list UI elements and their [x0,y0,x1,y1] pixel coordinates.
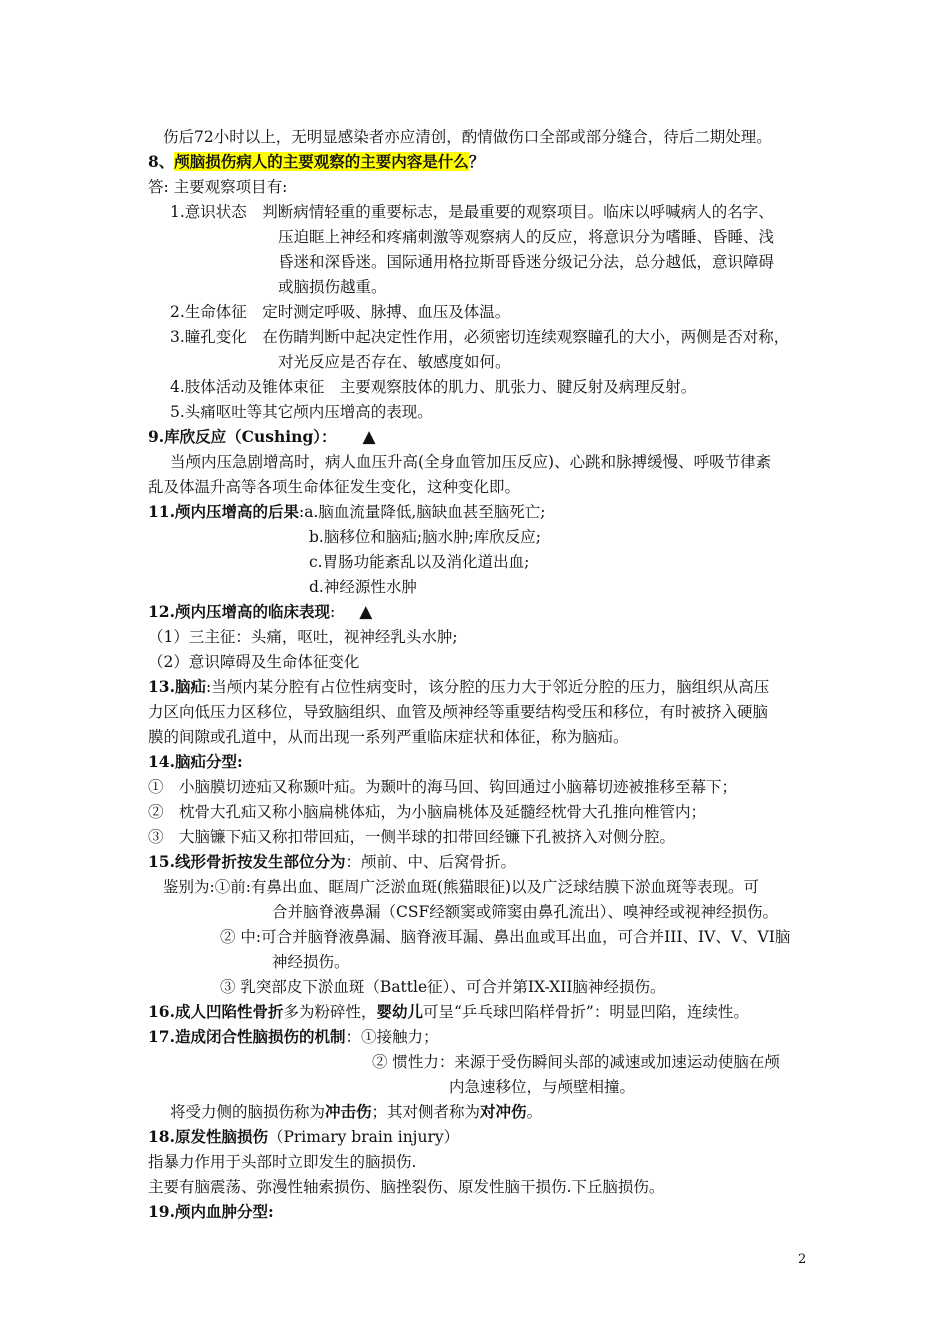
text-run: 。 [526,1103,543,1121]
list-item: ① 小脑膜切迹疝又称颞叶疝。为颞叶的海马回、钩回通过小脑幕切迹被推移至幕下； [148,778,738,796]
list-item: c.胃肠功能紊乱以及消化道出血; [309,553,530,571]
section-heading [148,1025,438,1049]
section-heading [148,1000,749,1024]
paragraph-line [170,1100,542,1124]
answer-intro: 答: 主要观察项目有: [148,178,288,196]
list-item: 2.生命体征 定时测定呼吸、脉搏、血压及体温。 [170,303,511,321]
heading-content: :a.脑血流量降低,脑缺血甚至脑死亡; [298,503,546,521]
list-item-continuation: 神经损伤。 [272,953,350,971]
list-item: ③ 乳突部皮下淤血斑（Battle征）、可合并第IX-XII脑神经损伤。 [220,978,666,996]
heading-content: ：①接触力； [345,1028,439,1046]
list-item: b.脑移位和脑疝;脑水肿;库欣反应; [309,528,542,546]
paragraph-line: 乱及体温升高等各项生命体征发生变化，这种变化即。 [148,478,521,496]
section-heading [148,425,376,449]
paragraph-line: 当颅内压急剧增高时，病人血压升高(全身血管加压反应)、心跳和脉搏缓慢、呼吸节律紊 [170,453,772,471]
list-item: ③ 大脑镰下疝又称扣带回疝，一侧半球的扣带回经镰下孔被挤入对侧分腔。 [148,828,676,846]
triangle-marker-icon: ▲ [359,602,373,622]
text-run: ；其对侧者称为 [371,1103,481,1121]
page-number: 2 [798,1252,807,1267]
list-item-continuation: 对光反应是否存在、敏感度如何。 [278,353,511,371]
heading-text: 17.造成闭合性脑损伤的机制 [148,1027,346,1046]
question-heading [148,150,484,174]
list-item: ② 枕骨大孔疝又称小脑扁桃体疝，为小脑扁桃体及延髓经枕骨大孔推向椎管内； [148,803,707,821]
heading-text: 13.脑疝 [148,677,206,696]
bold-term: 冲击伤 [325,1102,372,1121]
heading-text: 18.原发性脑损伤 [148,1127,268,1146]
list-item: 5.头痛呕吐等其它颅内压增高的表现。 [170,403,433,421]
paragraph-line: 力区向低压力区移位，导致脑组织、血管及颅神经等重要结构受压和移位，有时被挤入硬脑 [148,703,769,721]
heading-colon: : [329,603,336,621]
section-heading [148,850,516,874]
heading-text: 12.颅内压增高的临床表现 [148,602,330,621]
heading-content: （Primary brain injury） [267,1128,460,1146]
section-heading: 14.脑疝分型: [148,752,243,771]
paragraph-line: 鉴别为:①前:有鼻出血、眶周广泛淤血斑(熊猫眼征)以及广泛球结膜下淤血斑等表现。可 [163,878,760,896]
list-item: 1.意识状态 判断病情轻重的重要标志，是最重要的观察项目。临床以呼喊病人的名字、 [170,203,774,221]
paragraph-line: 指暴力作用于头部时立即发生的脑损伤. [148,1153,417,1171]
list-item: 3.瞳孔变化 在伤睛判断中起决定性作用，必须密切连续观察瞳孔的大小，两侧是否对称， [170,328,790,346]
paragraph-line: 膜的间隙或孔道中，从而出现一系列严重临床症状和体征，称为脑疝。 [148,728,629,746]
text-run: 将受力侧的脑损伤称为 [170,1103,326,1121]
list-item: d.神经源性水肿 [309,578,417,596]
heading-text: 16.成人凹陷性骨折 [148,1002,284,1021]
paragraph-line: 主要有脑震荡、弥漫性轴索损伤、脑挫裂伤、原发性脑干损伤.下丘脑损伤。 [148,1178,665,1196]
list-item: ② 中:可合并脑脊液鼻漏、脑脊液耳漏、鼻出血或耳出血，可合并III、IV、V、VI脑 [220,928,791,946]
section-heading [148,600,372,624]
heading-content: 可呈“乒乓球凹陷样骨折”：明显凹陷，连续性。 [423,1003,749,1021]
question-mark: ？ [468,152,485,171]
section-heading [148,1125,459,1149]
list-item-continuation: 或脑损伤越重。 [278,278,387,296]
heading-content: :当颅内某分腔有占位性病变时，该分腔的压力大于邻近分腔的压力，脑组织从高压 [205,678,770,696]
list-item: ② 惯性力：来源于受伤瞬间头部的减速或加速运动使脑在颅 [372,1053,780,1071]
section-heading: 19.颅内血肿分型: [148,1202,274,1221]
question-number: 8、 [148,152,175,171]
heading-content: 多为粉碎性， [283,1003,377,1021]
highlighted-question: 颅脑损伤病人的主要观察的主要内容是什么 [174,152,469,171]
section-heading [148,675,769,699]
bold-term: 对冲伤 [480,1102,527,1121]
section-heading [148,500,546,524]
paragraph-line: 合并脑脊液鼻漏（CSF经额窦或筛窦由鼻孔流出）、嗅神经或视神经损伤。 [272,903,778,921]
heading-text: 15.线形骨折按发生部位分为 [148,852,346,871]
list-item: （1）三主征：头痛，呕吐，视神经乳头水肿; [148,628,458,646]
heading-text: 9.库欣反应（Cushing）： [148,427,337,446]
list-item-continuation: 内急速移位，与颅壁相撞。 [449,1078,636,1096]
list-item-continuation: 压迫眶上神经和疼痛刺激等观察病人的反应，将意识分为嗜睡、昏睡、浅 [278,228,775,246]
triangle-marker-icon: ▲ [362,427,376,447]
text-line: 伤后72小时以上，无明显感染者亦应清创，酌情做伤口全部或部分缝合，待后二期处理。 [163,128,772,146]
bold-term: 婴幼儿 [376,1002,423,1021]
heading-text: 11.颅内压增高的后果 [148,502,299,521]
list-item-continuation: 昏迷和深昏迷。国际通用格拉斯哥昏迷分级记分法，总分越低，意识障碍 [278,253,775,271]
list-item: （2）意识障碍及生命体征变化 [148,653,360,671]
list-item: 4.肢体活动及锥体束征 主要观察肢体的肌力、肌张力、腱反射及病理反射。 [170,378,697,396]
heading-content: ：颅前、中、后窝骨折。 [345,853,516,871]
